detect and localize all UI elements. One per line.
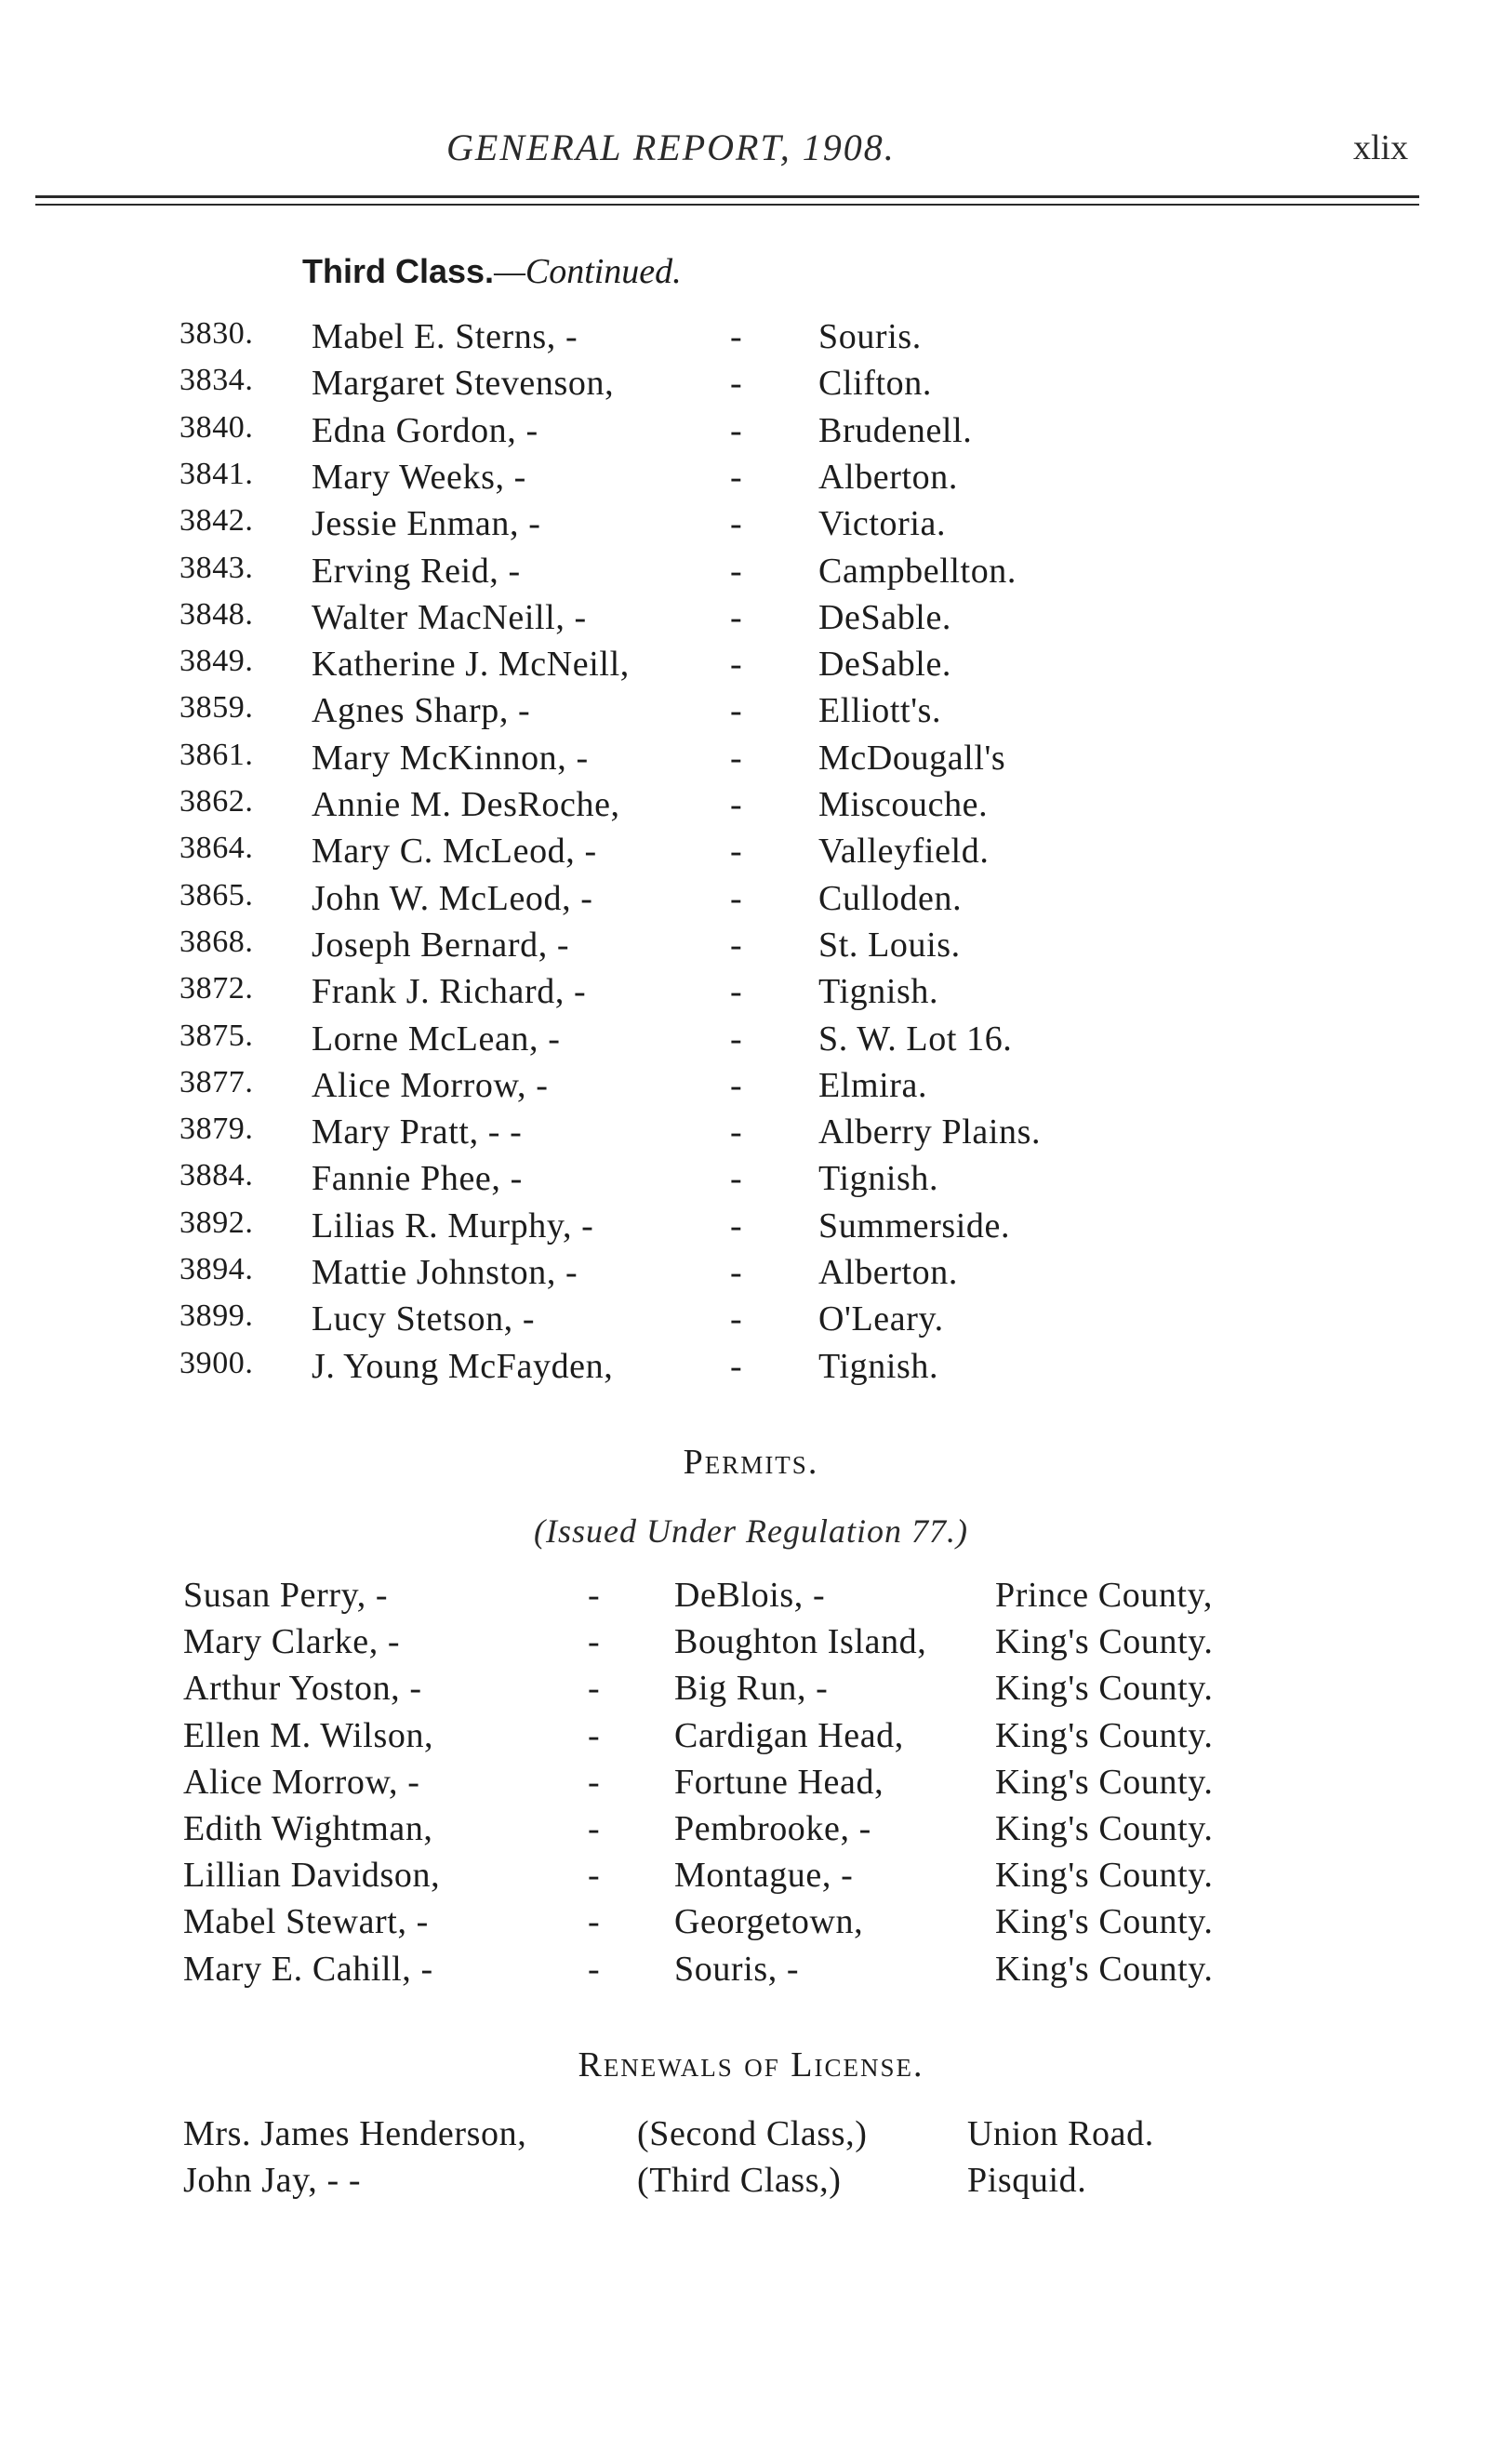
leader-dash: -	[730, 972, 743, 1012]
teacher-name: Jessie Enman, -	[312, 504, 541, 544]
permit-place: Fortune Head,	[674, 1762, 884, 1802]
list-item	[0, 1158, 1502, 1205]
certificate-number: 3875.	[179, 1018, 254, 1053]
permit-place: Pembrooke, -	[674, 1809, 871, 1848]
certificate-number: 3841.	[179, 456, 254, 491]
certificate-number: 3892.	[179, 1205, 254, 1240]
list-item	[0, 2113, 1502, 2160]
permit-county: King's County.	[995, 1949, 1214, 1989]
certificate-number: 3884.	[179, 1158, 254, 1193]
certificate-number: 3848.	[179, 596, 254, 632]
permit-place: Georgetown,	[674, 1902, 864, 1942]
certificate-number: 3862.	[179, 784, 254, 819]
permit-place: DeBlois, -	[674, 1576, 826, 1615]
certificate-number: 3900.	[179, 1345, 254, 1380]
permit-county: King's County.	[995, 1902, 1214, 1942]
teacher-place: Clifton.	[818, 364, 932, 404]
leader-dash: -	[588, 1902, 601, 1942]
list-item	[0, 1346, 1502, 1392]
teacher-name: Joseph Bernard, -	[312, 925, 570, 965]
list-item	[0, 738, 1502, 784]
permit-name: Lillian Davidson,	[183, 1856, 441, 1896]
list-item	[0, 457, 1502, 503]
teacher-place: Alberton.	[818, 1253, 958, 1292]
teacher-name: Lilias R. Murphy, -	[312, 1205, 594, 1245]
teacher-place: Tignish.	[818, 1346, 939, 1386]
permit-name: Ellen M. Wilson,	[183, 1715, 434, 1755]
leader-dash: -	[730, 317, 743, 356]
teacher-place: St. Louis.	[818, 925, 961, 965]
list-item	[0, 1715, 1502, 1762]
list-item	[0, 1949, 1502, 1995]
permit-name: Arthur Yoston, -	[183, 1669, 422, 1709]
list-item	[0, 1019, 1502, 1065]
leader-dash: -	[730, 457, 743, 497]
list-item	[0, 784, 1502, 831]
teacher-place: Alberton.	[818, 457, 958, 497]
renewals-heading: Renewals of License.	[578, 2045, 924, 2084]
permit-name: Edith Wightman,	[183, 1809, 433, 1848]
teacher-name: Mabel E. Sterns, -	[312, 317, 578, 356]
renewal-place: Union Road.	[967, 2114, 1154, 2153]
list-item	[0, 503, 1502, 550]
leader-dash: -	[730, 410, 743, 450]
permit-name: Susan Perry, -	[183, 1576, 389, 1615]
teacher-place: Summerside.	[818, 1205, 1011, 1245]
list-item	[0, 644, 1502, 690]
leader-dash: -	[588, 1622, 601, 1662]
list-item	[0, 1205, 1502, 1252]
certificate-number: 3861.	[179, 737, 254, 772]
leader-dash: -	[730, 1112, 743, 1152]
teacher-place: Alberry Plains.	[818, 1112, 1042, 1152]
leader-dash: -	[730, 1065, 743, 1105]
teacher-name: Mary C. McLeod, -	[312, 832, 597, 872]
list-item	[0, 1762, 1502, 1808]
leader-dash: -	[730, 738, 743, 778]
certificate-number: 3849.	[179, 644, 254, 679]
third-class-title	[302, 251, 682, 292]
teacher-place: Victoria.	[818, 504, 947, 544]
teacher-name: Mattie Johnston, -	[312, 1253, 578, 1292]
leader-dash: -	[730, 691, 743, 731]
teacher-place: DeSable.	[818, 645, 952, 685]
teacher-place: S. W. Lot 16.	[818, 1019, 1013, 1059]
list-item	[0, 878, 1502, 925]
list-item	[0, 925, 1502, 971]
teacher-name: Lucy Stetson, -	[312, 1299, 536, 1339]
permit-county: King's County.	[995, 1809, 1214, 1848]
page-number: xlix	[1353, 128, 1409, 167]
leader-dash: -	[730, 1159, 743, 1199]
teacher-place: Tignish.	[818, 1159, 939, 1199]
teacher-place: Tignish.	[818, 972, 939, 1012]
teacher-place: Souris.	[818, 317, 922, 356]
leader-dash: -	[588, 1762, 601, 1802]
leader-dash: -	[730, 878, 743, 918]
leader-dash: -	[730, 925, 743, 965]
teacher-name: Agnes Sharp, -	[312, 691, 531, 731]
list-item	[0, 316, 1502, 363]
teacher-name: Mary Weeks, -	[312, 457, 526, 497]
certificate-number: 3894.	[179, 1252, 254, 1286]
report-title: GENERAL REPORT, 1908.	[446, 127, 896, 168]
leader-dash: -	[730, 1253, 743, 1292]
list-item	[0, 363, 1502, 409]
list-item	[0, 1065, 1502, 1112]
permit-name: Mary E. Cahill, -	[183, 1949, 433, 1989]
list-item	[0, 597, 1502, 644]
leader-dash: -	[730, 597, 743, 637]
teacher-name: Lorne McLean, -	[312, 1019, 561, 1059]
permit-place: Souris, -	[674, 1949, 800, 1989]
renewal-class: (Second Class,)	[637, 2114, 868, 2153]
permit-place: Boughton Island,	[674, 1622, 927, 1662]
list-item	[0, 2160, 1502, 2206]
list-item	[0, 1575, 1502, 1621]
permit-county: King's County.	[995, 1762, 1214, 1802]
header-rule-thin	[35, 204, 1419, 206]
teacher-name: Alice Morrow, -	[312, 1065, 549, 1105]
certificate-number: 3868.	[179, 924, 254, 959]
teacher-name: John W. McLeod, -	[312, 878, 593, 918]
renewal-class: (Third Class,)	[637, 2161, 842, 2200]
permit-name: Mary Clarke, -	[183, 1622, 401, 1662]
teacher-name: Fannie Phee, -	[312, 1159, 523, 1199]
teacher-name: Erving Reid, -	[312, 551, 521, 591]
header-rule-thick	[35, 195, 1419, 198]
certificate-number: 3843.	[179, 550, 254, 585]
list-item	[0, 1252, 1502, 1299]
permit-county: Prince County,	[995, 1576, 1213, 1615]
renewal-place: Pisquid.	[967, 2161, 1087, 2200]
certificate-number: 3842.	[179, 503, 254, 539]
teacher-name: Katherine J. McNeill,	[312, 645, 630, 685]
teacher-place: Campbellton.	[818, 551, 1017, 591]
teacher-name: J. Young McFayden,	[312, 1346, 614, 1386]
teacher-name: Frank J. Richard, -	[312, 972, 587, 1012]
list-item	[0, 1299, 1502, 1345]
teacher-place: Elliott's.	[818, 691, 942, 731]
leader-dash: -	[588, 1669, 601, 1709]
permits-heading: Permits.	[683, 1443, 819, 1482]
teacher-name: Margaret Stevenson,	[312, 364, 615, 404]
list-item	[0, 410, 1502, 457]
teacher-name: Mary McKinnon, -	[312, 738, 589, 778]
teacher-place: O'Leary.	[818, 1299, 944, 1339]
renewal-name: Mrs. James Henderson,	[183, 2114, 527, 2153]
permit-place: Montague, -	[674, 1856, 854, 1896]
leader-dash: -	[730, 785, 743, 824]
list-item	[0, 1112, 1502, 1158]
leader-dash: -	[730, 1205, 743, 1245]
permit-place: Cardigan Head,	[674, 1715, 904, 1755]
certificate-number: 3864.	[179, 831, 254, 866]
list-item	[0, 831, 1502, 877]
teacher-place: DeSable.	[818, 597, 952, 637]
list-item	[0, 971, 1502, 1018]
leader-dash: -	[588, 1856, 601, 1896]
teacher-place: Valleyfield.	[818, 832, 990, 872]
leader-dash: -	[730, 504, 743, 544]
leader-dash: -	[588, 1809, 601, 1848]
permit-county: King's County.	[995, 1856, 1214, 1896]
third-class-title-bold: Third Class.	[302, 252, 495, 290]
leader-dash: -	[730, 551, 743, 591]
list-item	[0, 551, 1502, 597]
leader-dash: -	[730, 1346, 743, 1386]
certificate-number: 3830.	[179, 316, 254, 351]
leader-dash: -	[588, 1715, 601, 1755]
list-item	[0, 1621, 1502, 1668]
leader-dash: -	[730, 1019, 743, 1059]
teacher-name: Mary Pratt, - -	[312, 1112, 523, 1152]
leader-dash: -	[730, 832, 743, 872]
teacher-name: Walter MacNeill, -	[312, 597, 587, 637]
renewal-name: John Jay, - -	[183, 2161, 362, 2200]
teacher-name: Annie M. DesRoche,	[312, 785, 620, 824]
permit-county: King's County.	[995, 1715, 1214, 1755]
certificate-number: 3859.	[179, 690, 254, 726]
list-item	[0, 1901, 1502, 1948]
permit-name: Mabel Stewart, -	[183, 1902, 429, 1942]
certificate-number: 3840.	[179, 409, 254, 445]
certificate-number: 3834.	[179, 363, 254, 398]
list-item	[0, 1668, 1502, 1714]
leader-dash: -	[730, 1299, 743, 1339]
running-head	[0, 126, 1502, 181]
certificate-number: 3872.	[179, 971, 254, 1006]
certificate-number: 3879.	[179, 1112, 254, 1147]
certificate-number: 3865.	[179, 877, 254, 912]
teacher-place: Miscouche.	[818, 785, 989, 824]
leader-dash: -	[588, 1576, 601, 1615]
leader-dash: -	[730, 645, 743, 685]
teacher-place: Brudenell.	[818, 410, 973, 450]
permit-name: Alice Morrow, -	[183, 1762, 420, 1802]
list-item	[0, 690, 1502, 737]
list-item	[0, 1808, 1502, 1855]
leader-dash: -	[730, 364, 743, 404]
third-class-title-continued: —Continued.	[494, 252, 682, 291]
teacher-name: Edna Gordon, -	[312, 410, 538, 450]
permit-place: Big Run, -	[674, 1669, 829, 1709]
certificate-number: 3877.	[179, 1064, 254, 1099]
teacher-place: Culloden.	[818, 878, 963, 918]
permit-county: King's County.	[995, 1622, 1214, 1662]
leader-dash: -	[588, 1949, 601, 1989]
permits-subheading: (Issued Under Regulation 77.)	[534, 1512, 968, 1550]
list-item	[0, 1855, 1502, 1901]
certificate-number: 3899.	[179, 1299, 254, 1334]
teacher-place: McDougall's	[818, 738, 1006, 778]
teacher-place: Elmira.	[818, 1065, 928, 1105]
permit-county: King's County.	[995, 1669, 1214, 1709]
